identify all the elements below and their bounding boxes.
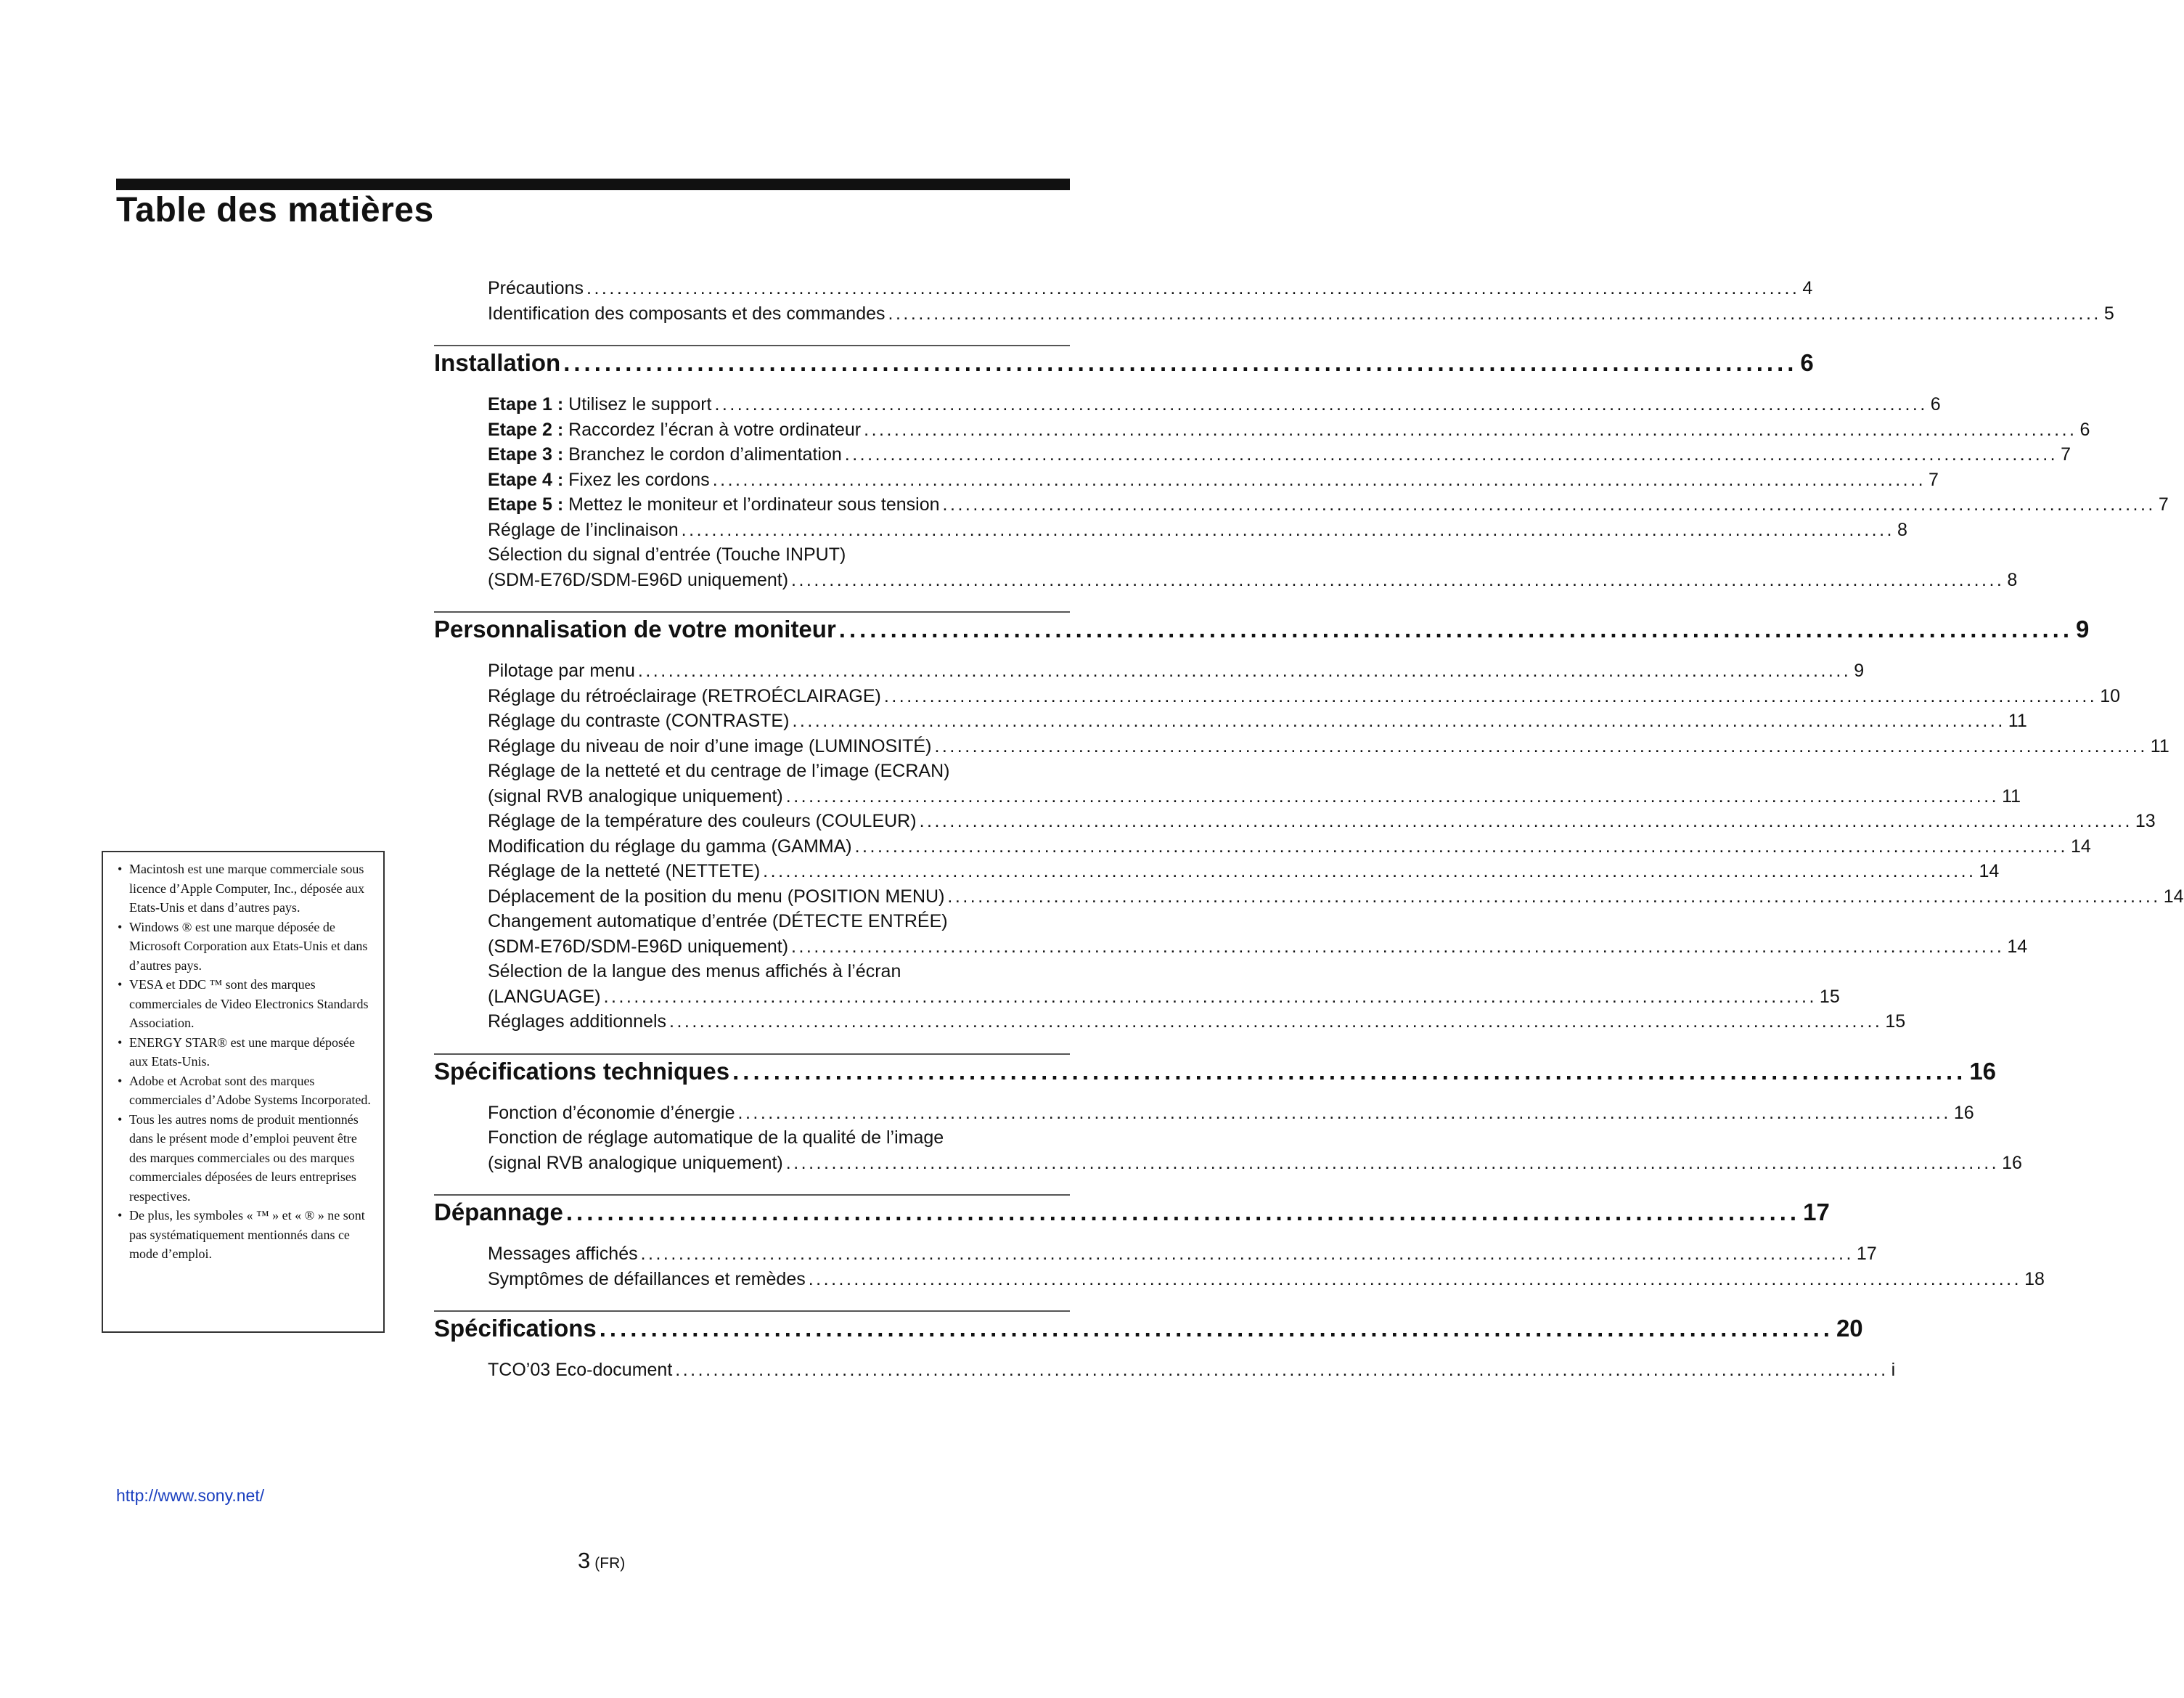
toc-entry-label: [488, 809, 917, 834]
toc-entry-text: Utilisez le support: [568, 394, 712, 415]
toc-entry-page: 5: [2103, 303, 2114, 324]
toc-entry-text: Fixez les cordons: [568, 469, 710, 490]
toc-entry-label: [488, 417, 861, 443]
intro-entries: [434, 276, 2114, 326]
section-rule: [434, 1194, 1070, 1196]
section-entries: [434, 658, 2184, 1034]
toc-entry-page: 10: [2100, 685, 2121, 706]
toc-entry-label: [488, 276, 584, 301]
toc-entry[interactable]: [488, 809, 2156, 834]
toc-entry-text: Réglage de l’inclinaison: [488, 519, 679, 540]
section-page: 16: [1969, 1057, 1997, 1085]
toc-entry[interactable]: [488, 276, 1813, 301]
toc-entry-page: 15: [1885, 1011, 1906, 1032]
toc-entry-label: [488, 834, 852, 860]
table-of-contents: [434, 276, 2184, 1383]
dot-leader: ................................................................................................................................................................: [737, 1102, 1951, 1123]
toc-entry-page: 8: [2007, 569, 2018, 590]
toc-entry-label: [488, 542, 846, 568]
section-title: Personnalisation de votre moniteur: [434, 616, 836, 642]
dot-leader: ................................................................................................................................................................: [864, 419, 2077, 440]
toc-entry-label: [488, 492, 940, 518]
toc-entry[interactable]: [488, 392, 1941, 417]
dot-leader: ................................................................................................................................................................: [883, 685, 2098, 706]
toc-entry[interactable]: [488, 417, 2090, 443]
toc-entry-page: 11: [2002, 785, 2021, 807]
toc-entry[interactable]: [488, 684, 2121, 709]
toc-entry[interactable]: [488, 492, 2169, 518]
dot-leader: ................................................................................................................................................................: [785, 1152, 2000, 1173]
page-number: 3: [578, 1548, 591, 1573]
trademark-note: • Tous les autres noms de produit mentionnés dans le présent mode d’emploi peuvent être des marques commerciales ou des marques commerciales déposées de leurs entreprises respectives.: [113, 1110, 373, 1207]
toc-entry[interactable]: [488, 759, 1070, 784]
toc-entry-text: Réglage du niveau de noir d’une image (LUMINOSITÉ): [488, 735, 932, 756]
toc-entry-label: [488, 709, 789, 734]
toc-entry[interactable]: [488, 1151, 2022, 1176]
toc-entry-label: [488, 909, 948, 934]
dot-leader: ................................................................................................................................................................: [808, 1268, 2022, 1289]
toc-entry[interactable]: [488, 518, 1907, 543]
toc-entry-label: [488, 568, 788, 593]
toc-entry-label: [488, 934, 788, 960]
dot-leader: ........................................................................................................................: [563, 349, 1798, 376]
toc-entry-label: [488, 468, 710, 493]
toc-entry-label: [488, 658, 635, 684]
toc-entry-text: (SDM-E76D/SDM-E96D uniquement): [488, 936, 789, 957]
toc-entry-text: Réglage du contraste (CONTRASTE): [488, 711, 790, 731]
dot-leader: ................................................................................................................................................................: [586, 278, 1800, 298]
toc-entry-label: [488, 984, 601, 1010]
toc-entry[interactable]: [488, 834, 2091, 860]
toc-entry[interactable]: [488, 1241, 1877, 1267]
dot-leader: ................................................................................................................................................................: [854, 836, 2068, 857]
toc-entry[interactable]: [488, 1267, 2045, 1292]
toc-entry-page: 4: [1802, 278, 1813, 298]
dot-leader: ................................................................................................................................................................: [844, 444, 2058, 465]
toc-entry-text: Messages affichés: [488, 1244, 638, 1264]
section-rule: [434, 345, 1070, 346]
dot-leader: ................................................................................................................................................................: [603, 986, 1817, 1007]
toc-entry[interactable]: [488, 1358, 1896, 1383]
section-heading[interactable]: [434, 1056, 1997, 1087]
toc-entry-page: 14: [2070, 836, 2091, 857]
section-page: 17: [1803, 1199, 1830, 1225]
dot-leader: ................................................................................................................................................................: [785, 785, 2000, 807]
toc-entry-text: Déplacement de la position du menu (POSITION MENU): [488, 886, 945, 907]
toc-entry-step: Etape 3 :: [488, 444, 564, 465]
dot-leader: ................................................................................................................................................................: [637, 661, 1852, 681]
section-page: 6: [1800, 349, 1814, 376]
dot-leader: ................................................................................................................................................................: [669, 1011, 1883, 1032]
toc-entry-label: [488, 1151, 783, 1176]
toc-entry-page: 16: [2002, 1152, 2022, 1173]
toc-entry-label: [488, 884, 944, 910]
dot-leader: ................................................................................................................................................................: [763, 861, 1976, 881]
dot-leader: ................................................................................................................................................................: [888, 303, 2101, 324]
toc-entry-page: 16: [1953, 1102, 1974, 1123]
dot-leader: ................................................................................................................................................................: [942, 494, 2156, 515]
toc-entry-step: Etape 1 :: [488, 394, 564, 415]
section-rule: [434, 1310, 1070, 1312]
toc-entry-text: Branchez le cordon d’alimentation: [568, 444, 842, 465]
dot-leader: ........................................................................................................................: [599, 1315, 1833, 1342]
toc-entry-page: 15: [1819, 986, 1840, 1007]
toc-entry-text: Réglages additionnels: [488, 1011, 667, 1032]
toc-entry[interactable]: [488, 859, 2000, 884]
dot-leader: ........................................................................................................................: [565, 1199, 1801, 1225]
dot-leader: ................................................................................................................................................................: [640, 1244, 1854, 1264]
toc-sections: [434, 345, 2184, 1383]
section-rule: [434, 1053, 1070, 1055]
section-rule: [434, 611, 1070, 613]
toc-section: [434, 611, 2184, 1034]
dot-leader: ................................................................................................................................................................: [919, 811, 2132, 831]
trademark-note: • Macintosh est une marque commerciale sous licence d’Apple Computer, Inc., déposée aux Etats-Unis et dans d’autres pays.: [113, 860, 373, 918]
toc-entry-page: 18: [2024, 1268, 2045, 1289]
toc-entry-label: [488, 684, 881, 709]
toc-entry-label: [488, 734, 931, 759]
page-footer: [578, 1548, 625, 1574]
toc-entry-text: Réglage de la netteté (NETTETE): [488, 861, 761, 881]
dot-leader: ........................................................................................................................: [732, 1057, 1967, 1085]
toc-entry-text: Réglage du rétroéclairage (RETROÉCLAIRAGE): [488, 685, 881, 706]
dot-leader: ................................................................................................................................................................: [791, 936, 2005, 957]
section-title: Dépannage: [434, 1199, 563, 1225]
toc-entry-label: [488, 301, 886, 327]
toc-entry[interactable]: [488, 909, 1070, 934]
toc-entry-step: Etape 2 :: [488, 419, 564, 440]
toc-entry-label: [488, 959, 901, 984]
toc-entry[interactable]: [488, 709, 2027, 734]
section-heading[interactable]: [434, 347, 1814, 379]
section-title: Installation: [434, 349, 561, 376]
toc-entry-page: 6: [1930, 394, 1941, 415]
trademark-notes-box: [102, 851, 385, 1333]
toc-entry-text: Sélection du signal d’entrée (Touche INPUT): [488, 544, 846, 565]
dot-leader: ................................................................................................................................................................: [791, 569, 2005, 590]
toc-entry[interactable]: [488, 568, 2018, 593]
toc-entry-text: (SDM-E76D/SDM-E96D uniquement): [488, 569, 789, 590]
dot-leader: ................................................................................................................................................................: [934, 735, 2148, 756]
toc-entry[interactable]: [488, 734, 2169, 759]
dot-leader: ................................................................................................................................................................: [712, 469, 1926, 490]
section-entries: [434, 392, 2169, 592]
page-title: Table des matières: [116, 191, 434, 229]
section-heading[interactable]: [434, 1313, 1863, 1344]
toc-entry-label: [488, 1125, 944, 1151]
toc-entry-label: [488, 859, 760, 884]
toc-entry-text: Fonction de réglage automatique de la qualité de l’image: [488, 1127, 944, 1148]
section-title: Spécifications techniques: [434, 1057, 730, 1085]
toc-entry-text: (signal RVB analogique uniquement): [488, 785, 783, 807]
toc-entry-page: 14: [2007, 936, 2028, 957]
toc-entry-label: [488, 784, 783, 809]
toc-entry-page: 7: [1929, 469, 1939, 490]
dot-leader: ................................................................................................................................................................: [681, 519, 1894, 540]
top-rule: [116, 179, 1070, 190]
toc-entry-text: Raccordez l’écran à votre ordinateur: [568, 419, 862, 440]
toc-entry-page: 17: [1856, 1244, 1877, 1264]
section-heading[interactable]: [434, 1196, 1830, 1228]
toc-entry-text: Symptômes de défaillances et remèdes: [488, 1268, 806, 1289]
toc-entry-label: [488, 1241, 638, 1267]
toc-entry-text: Réglage de la température des couleurs (COULEUR): [488, 811, 917, 831]
dot-leader: ................................................................................................................................................................: [675, 1360, 1889, 1380]
toc-section: [434, 1310, 1896, 1383]
trademark-note: • Adobe et Acrobat sont des marques commerciales d’Adobe Systems Incorporated.: [113, 1072, 373, 1110]
toc-entry[interactable]: [488, 301, 2114, 327]
toc-entry[interactable]: [488, 542, 1070, 568]
section-title: Spécifications: [434, 1315, 597, 1342]
toc-section: [434, 1194, 2045, 1291]
toc-entry-page: 7: [2158, 494, 2169, 515]
toc-entry[interactable]: [488, 884, 2184, 910]
dot-leader: ........................................................................................................................: [838, 616, 2073, 642]
toc-entry-step: Etape 5 :: [488, 494, 564, 515]
toc-entry-text: Sélection de la langue des menus affichés à l’écran: [488, 961, 901, 981]
toc-entry[interactable]: [488, 658, 1865, 684]
toc-entry-text: Mettez le moniteur et l’ordinateur sous tension: [568, 494, 940, 515]
toc-entry-text: Pilotage par menu: [488, 661, 635, 681]
section-page: 9: [2076, 616, 2090, 642]
trademark-note: • De plus, les symboles « ™ » et « ® » ne sont pas systématiquement mentionnés dans ce mode d’emploi.: [113, 1206, 373, 1264]
toc-entry-page: 14: [1979, 861, 2000, 881]
toc-entry-text: Changement automatique d’entrée (DÉTECTE ENTRÉE): [488, 911, 948, 931]
toc-entry-page: 14: [2163, 886, 2184, 907]
section-entries: [434, 1101, 2022, 1176]
toc-entry-text: Identification des composants et des commandes: [488, 303, 886, 324]
trademark-note: • ENERGY STAR® est une marque déposée aux Etats-Unis.: [113, 1033, 373, 1072]
toc-entry-page: 8: [1897, 519, 1907, 540]
toc-entry-label: [488, 1358, 672, 1383]
toc-entry-text: TCO’03 Eco-document: [488, 1360, 673, 1380]
toc-entry-page: 11: [2008, 711, 2027, 731]
toc-entry[interactable]: [488, 959, 1070, 984]
toc-entry-text: Modification du réglage du gamma (GAMMA): [488, 836, 852, 857]
toc-entry-label: [488, 442, 842, 468]
toc-entry-label: [488, 1009, 666, 1034]
dot-leader: ................................................................................................................................................................: [714, 394, 1928, 415]
trademark-note: • VESA et DDC ™ sont des marques commerciales de Video Electronics Standards Association.: [113, 975, 373, 1033]
section-entries: [434, 1358, 1896, 1383]
toc-entry-label: [488, 392, 711, 417]
toc-entry-page: 6: [2079, 419, 2090, 440]
sony-url-link[interactable]: http://www.sony.net/: [116, 1486, 265, 1505]
dot-leader: ................................................................................................................................................................: [947, 886, 2161, 907]
language-code: (FR): [594, 1555, 626, 1572]
toc-entry[interactable]: [488, 934, 2028, 960]
toc-entry[interactable]: [488, 442, 2071, 468]
toc-entry-page: 9: [1854, 661, 1865, 681]
toc-entry-text: Précautions: [488, 278, 584, 298]
trademark-notes-list: [113, 860, 373, 1264]
toc-entry-text: Fonction d’économie d’énergie: [488, 1102, 735, 1123]
section-page: 20: [1836, 1315, 1863, 1342]
trademark-note: • Windows ® est une marque déposée de Microsoft Corporation aux Etats-Unis et dans d’autres pays.: [113, 918, 373, 976]
toc-entry-page: i: [1891, 1360, 1896, 1380]
dot-leader: ................................................................................................................................................................: [792, 711, 2005, 731]
toc-entry[interactable]: [488, 468, 1939, 493]
toc-entry-label: [488, 518, 679, 543]
toc-entry-label: [488, 1101, 735, 1126]
toc-entry-page: 13: [2135, 811, 2156, 831]
toc-entry-step: Etape 4 :: [488, 469, 564, 490]
toc-entry[interactable]: [488, 1101, 1974, 1126]
toc-entry-text: Réglage de la netteté et du centrage de l’image (ECRAN): [488, 761, 950, 781]
toc-section: [434, 345, 2169, 592]
toc-entry-page: 11: [2150, 735, 2169, 756]
section-heading[interactable]: [434, 613, 2090, 645]
section-entries: [434, 1241, 2045, 1291]
toc-entry-text: (LANGUAGE): [488, 986, 601, 1007]
toc-entry-label: [488, 1267, 806, 1292]
toc-entry-page: 7: [2061, 444, 2071, 465]
toc-entry[interactable]: [488, 1009, 1906, 1034]
toc-entry-text: (signal RVB analogique uniquement): [488, 1152, 783, 1173]
toc-section: [434, 1053, 2022, 1176]
toc-entry[interactable]: [488, 784, 2021, 809]
toc-entry-label: [488, 759, 949, 784]
toc-entry[interactable]: [488, 1125, 1070, 1151]
toc-entry[interactable]: [488, 984, 1840, 1010]
